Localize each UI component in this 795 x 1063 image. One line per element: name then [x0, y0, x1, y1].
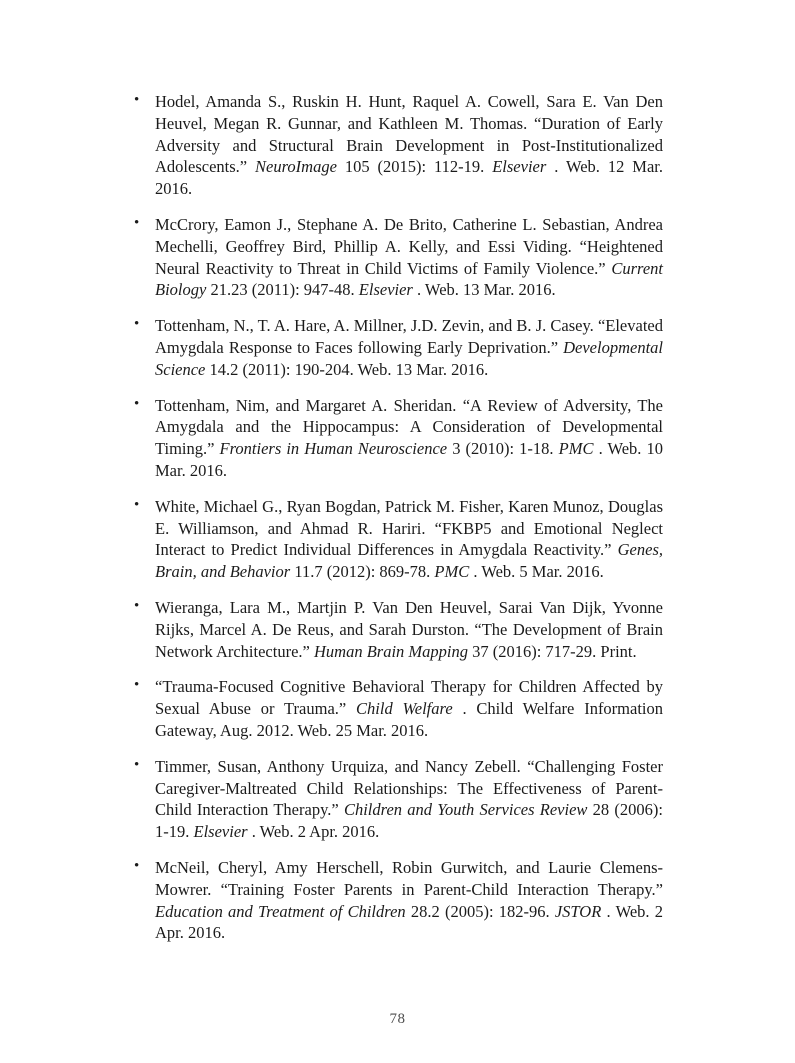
bullet-icon: • — [134, 756, 140, 773]
citation-entry — [133, 395, 663, 482]
citation-entry — [133, 676, 663, 741]
citation-text: Tottenham, N., T. A. Hare, A. Millner, J.D. Zevin, and B. J. Casey. “Elevated Amygdala Response to Faces following Early Deprivation.” Developmental Science 14.2 (2011): 190-204. Web. 13 Mar. 2016. — [155, 316, 663, 379]
citation-text: Wieranga, Lara M., Martjin P. Van Den Heuvel, Sarai Van Dijk, Yvonne Rijks, Marcel A. De Reus, and Sarah Durston. “The Development of Brain Network Architecture.” Human Brain Mapping 37 (2016): 717-29. Print. — [155, 597, 663, 661]
bullet-icon: • — [134, 92, 140, 108]
citation-text: McNeil, Cheryl, Amy Herschell, Robin Gurwitch, and Laurie Clemens-Mowrer. “Training Foster Parents in Parent-Child Interaction Therapy.” Education and Treatment of Children 28.2 (2005): 182-96. JSTOR . Web. 2 Apr. 2016. — [155, 857, 663, 943]
bullet-icon: • — [134, 496, 140, 513]
citation-text: Hodel, Amanda S., Ruskin H. Hunt, Raquel A. Cowell, Sara E. Van Den Heuvel, Megan R. Gunnar, and Kathleen M. Thomas. “Duration of Early Adversity and Structural Brain Development in Post-Institutionalized Adolescents.” NeuroImage 105 (2015): 112-19. Elsevier . Web. 12 Mar. 2016. — [155, 92, 663, 199]
citation-text: White, Michael G., Ryan Bogdan, Patrick M. Fisher, Karen Munoz, Douglas E. Williamson, and Ahmad R. Hariri. “FKBP5 and Emotional Neglect Interact to Predict Individual Differences in Amygdala Reactivity.” Genes, Brain, and Behavior 11.7 (2012): 869-78. PMC . Web. 5 Mar. 2016. — [155, 496, 663, 582]
citation-entry — [133, 496, 663, 583]
citation-text: Timmer, Susan, Anthony Urquiza, and Nancy Zebell. “Challenging Foster Caregiver-Maltreated Child Relationships: The Effectiveness of Parent-Child Interaction Therapy.” Children and Youth Services Review 28 (2006): 1-19. Elsevier . Web. 2 Apr. 2016. — [155, 756, 664, 842]
works-cited-list — [133, 91, 663, 944]
bullet-icon: • — [134, 316, 140, 333]
citation-entry — [133, 756, 663, 843]
bullet-icon: • — [134, 857, 140, 874]
page-footer — [0, 1010, 795, 1028]
bullet-icon: • — [134, 677, 140, 694]
citation-entry — [133, 214, 663, 301]
bullet-icon: • — [134, 214, 140, 231]
citation-entry — [133, 857, 663, 944]
citation-entry — [133, 315, 663, 380]
citation-entry — [133, 91, 663, 200]
citation-text: Tottenham, Nim, and Margaret A. Sheridan. “A Review of Adversity, The Amygdala and the Hippocampus: A Consideration of Developmental Timing.” Frontiers in Human Neuroscience 3 (2010): 1-18. PMC . Web. 10 Mar. 2016. — [155, 395, 664, 480]
citation-text: “Trauma-Focused Cognitive Behavioral Therapy for Children Affected by Sexual Abuse or Trauma.” Child Welfare . Child Welfare Information Gateway, Aug. 2012. Web. 25 Mar. 2016. — [155, 677, 664, 740]
page-number: 78 — [389, 1011, 406, 1027]
bullet-icon: • — [134, 597, 140, 614]
bullet-icon: • — [134, 395, 140, 412]
citation-entry — [133, 597, 663, 662]
citation-text: McCrory, Eamon J., Stephane A. De Brito, Catherine L. Sebastian, Andrea Mechelli, Geoffrey Bird, Phillip A. Kelly, and Essi Viding. “Heightened Neural Reactivity to Threat in Child Victims of Family Violence.” Current Biology 21.23 (2011): 947-48. Elsevier . Web. 13 Mar. 2016. — [155, 214, 663, 300]
